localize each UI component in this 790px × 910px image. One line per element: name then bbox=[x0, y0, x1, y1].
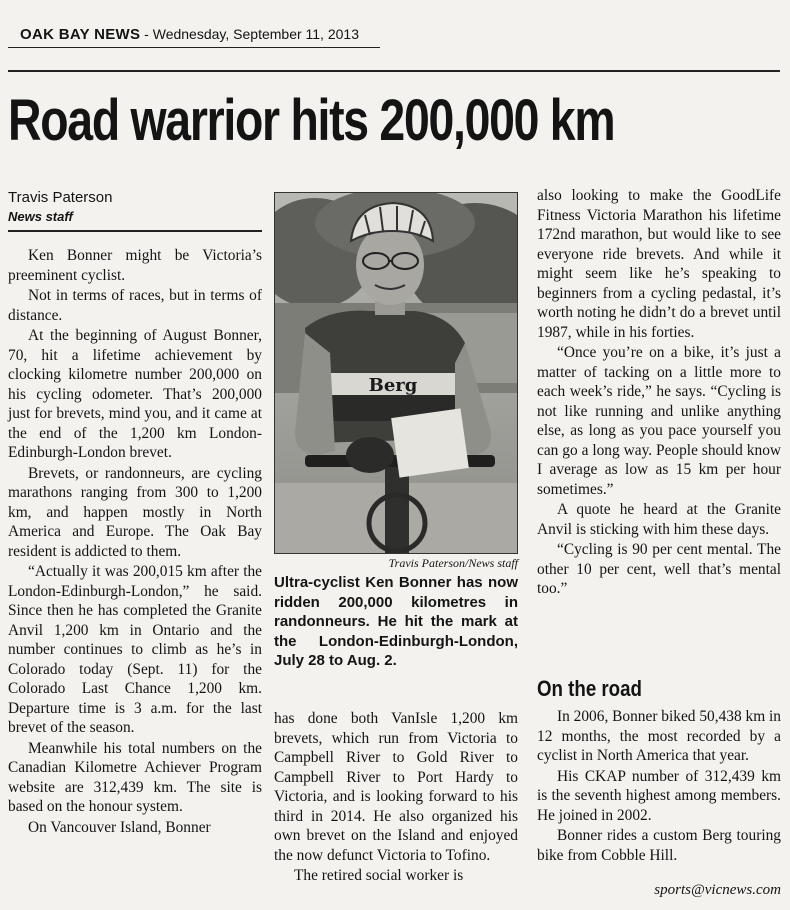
masthead bbox=[20, 26, 359, 43]
article-column-3-continued bbox=[537, 707, 781, 865]
paragraph: “Actually it was 200,015 km after the London-Edinburgh-London,” he said. Since then he has completed the Granite Anvil 1,200 km in Ontario and the number continues to climb as he’s in Colorado today (Sept. 11) for the Colorado Last Chance 1,200 km. Departure time is 3 a.m. for the last brevet of the season. bbox=[8, 563, 262, 736]
publication-name: OAK BAY NEWS bbox=[20, 26, 141, 43]
paragraph: “Once you’re on a bike, it’s just a matter of tacking on a little more to each week’s ride,” he says. “Cycling is not like running and unlike anything else, as long as you pace yourself you can go a long way. People should know I average as low as 15 km per hour sometimes.” bbox=[537, 344, 781, 498]
paragraph: also looking to make the GoodLife Fitness Victoria Marathon his lifetime 172nd marathon, but would like to see everyone ride brevets. And while it might seem like he’s speaking to beginners from a cycling pedastal, it’s worth noting he didn’t do a brevet until 1987, while in his forties. bbox=[537, 187, 781, 341]
publication-date: - Wednesday, September 11, 2013 bbox=[140, 26, 359, 42]
headline: Road warrior hits 200,000 km bbox=[8, 88, 615, 153]
paragraph: A quote he heard at the Granite Anvil is sticking with him these days. bbox=[537, 501, 781, 538]
paragraph: “Cycling is 90 per cent mental. The other 10 per cent, well that’s mental too.” bbox=[537, 541, 781, 597]
article-column-3 bbox=[537, 186, 781, 599]
paragraph: Bonner rides a custom Berg touring bike from Cobble Hill. bbox=[537, 827, 781, 864]
header-rule bbox=[8, 70, 780, 72]
paragraph: His CKAP number of 312,439 km is the seventh highest among members. He joined in 2002. bbox=[537, 767, 781, 824]
paragraph: Ken Bonner might be Victoria’s preeminent cyclist. bbox=[8, 247, 262, 284]
subheading: On the road bbox=[537, 676, 642, 701]
photo-caption: Ultra-cyclist Ken Bonner has now ridden 200,000 kilometres in randonneurs. He hit the mark at the London-Edinburgh-London, July 28 to Aug. 2. bbox=[274, 574, 518, 669]
byline-rule bbox=[8, 230, 262, 232]
cyclist-photo bbox=[274, 192, 518, 554]
paragraph: Not in terms of races, but in terms of distance. bbox=[8, 287, 262, 324]
cyclist-photo-illustration bbox=[275, 193, 518, 554]
masthead-rule bbox=[8, 47, 380, 48]
paragraph: The retired social worker is bbox=[294, 867, 464, 884]
article-column-2 bbox=[274, 709, 518, 886]
photo-credit: Travis Paterson/News staff bbox=[388, 556, 518, 570]
paragraph: On Vancouver Island, Bonner bbox=[28, 818, 211, 836]
paragraph: At the beginning of August Bonner, 70, hit a lifetime achievement by clocking kilometre number 200,000 on his cycling odometer. That’s 200,000 just for brevets, mind you, and it came at the end of the 1,200 km London-Edinburgh-London brevet. bbox=[8, 327, 262, 461]
contact-email: sports@vicnews.com bbox=[654, 882, 781, 898]
jersey-logo-text: Berg bbox=[368, 375, 418, 396]
byline bbox=[8, 188, 262, 225]
byline-author: Travis Paterson bbox=[8, 189, 113, 206]
paragraph: In 2006, Bonner biked 50,438 km in 12 months, the most recorded by a cyclist in North America that year. bbox=[537, 708, 781, 764]
article-column-1 bbox=[8, 246, 262, 837]
paragraph: Meanwhile his total numbers on the Canadian Kilometre Achiever Program website are 312,439 km. The site is based on the honour system. bbox=[8, 739, 262, 815]
paragraph: has done both VanIsle 1,200 km brevets, which run from Victoria to Campbell River to Gold River to Campbell River to Port Hardy to Victoria, and is looking forward to his third in 2014. He also organized his own brevet on the Island and enjoyed the now defunct Victoria to Tofino. bbox=[274, 710, 518, 864]
byline-role: News staff bbox=[8, 209, 73, 224]
paragraph: Brevets, or randonneurs, are cycling marathons ranging from 300 to 1,200 km, and happen mostly in North America and Europe. The Oak Bay resident is addicted to them. bbox=[8, 464, 262, 560]
